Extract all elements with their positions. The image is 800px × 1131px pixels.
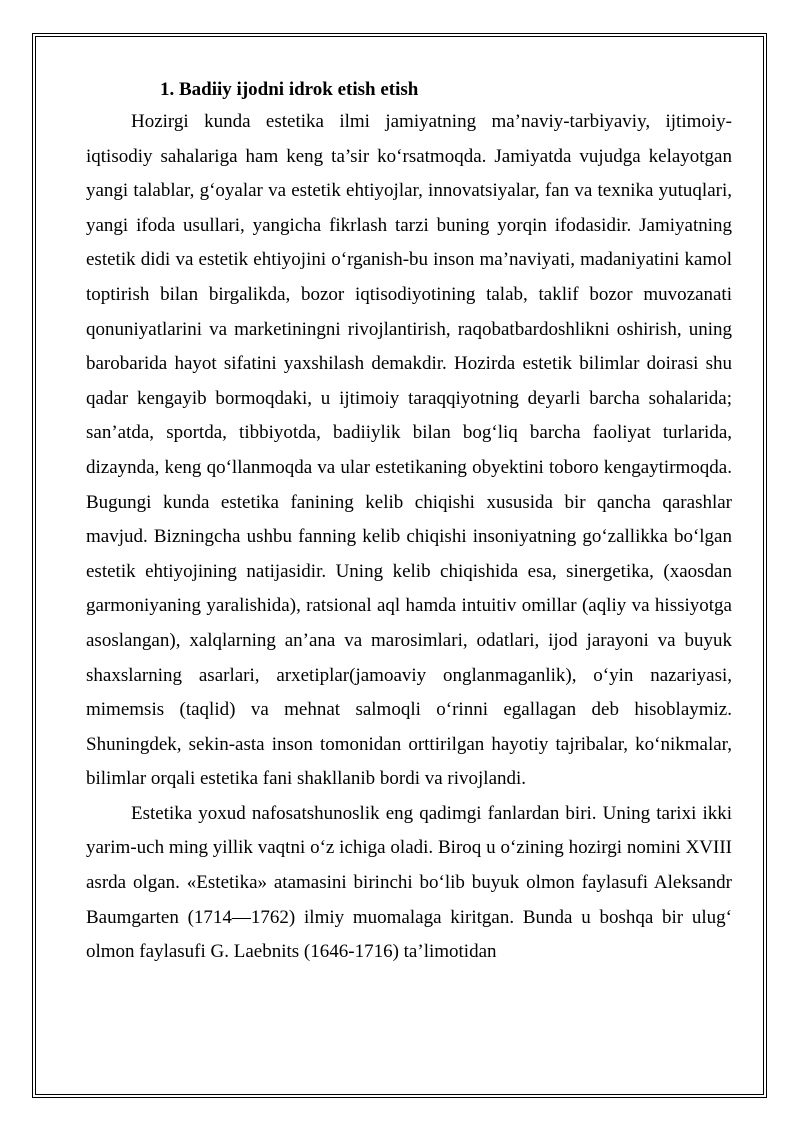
- paragraph-1: Hozirgi kunda estetika ilmi jamiyatning ma’naviy-tarbiyaviy, ijtimoiy-iqtisodiy sahalariga ham keng ta’sir ko‘rsatmoqda. Jamiyatda vujudga kelayotgan yangi talablar, g‘oyalar va estetik ehtiyojlar, innovatsiyalar, fan va texnika yutuqlari, yangi ifoda usullari, yangicha fikrlash tarzi buning yorqin ifodasidir. Jamiyatning estetik didi va estetik ehtiyojini o‘rganish-bu inson ma’naviyati, madaniyatini kamol toptirish bilan birgalikda, bozor iqtisodiyotining talab, taklif bozor muvozanati qonuniyatlarini va marketiningni rivojlantirish, raqobatbardoshlikni oshirish, uning barobarida hayot sifatini yaxshilash demakdir. Hozirda estetik bilimlar doirasi shu qadar kengayib bormoqdaki, u ijtimoiy taraqqiyotning deyarli barcha sohalarida; san’atda, sportda, tibbiyotda, badiiylik bilan bog‘liq barcha faoliyat turlarida, dizaynda, keng qo‘llanmoqda va ular estetikaning obyektini toboro kengaytirmoqda. Bugungi kunda estetika fanining kelib chiqishi xususida bir qancha qarashlar mavjud. Bizningcha ushbu fanning kelib chiqishi insoniyatning go‘zallikka bo‘lgan estetik ehtiyojining natijasidir. Uning kelib chiqishida esa, sinergetika, (xaosdan garmoniyaning yaralishida), ratsional aql hamda intuitiv omillar (aqliy va hissiyotga asoslangan), xalqlarning an’ana va marosimlari, odatlari, ijod jarayoni va buyuk shaxslarning asarlari, arxetiplar(jamoaviy onglanmaganlik), o‘yin nazariyasi, mimemsis (taqlid) va mehnat salmoqli o‘rinni egallagan deb hisoblaymiz. Shuningdek, sekin-asta inson tomonidan orttirilgan hayotiy tajribalar, ko‘nikmalar, bilimlar orqali estetika fani shakllanib bordi va rivojlandi.: [86, 111, 732, 790]
- document-body: [86, 75, 732, 970]
- section-heading: 1. Badiiy ijodni idrok etish etish: [160, 79, 419, 100]
- paragraph-2: Estetika yoxud nafosatshunoslik eng qadimgi fanlardan biri. Uning tarixi ikki yarim-uch ming yillik vaqtni o‘z ichiga oladi. Biroq u o‘zining hozirgi nomini XVIII asrda olgan. «Estetika» atamasini birinchi bo‘lib buyuk olmon faylasufi Aleksandr Baumgarten (1714—1762) ilmiy muomalaga kiritgan. Bunda u boshqa bir ulug‘ olmon faylasufi G. Laebnits (1646-1716) ta’limotidan: [86, 802, 732, 963]
